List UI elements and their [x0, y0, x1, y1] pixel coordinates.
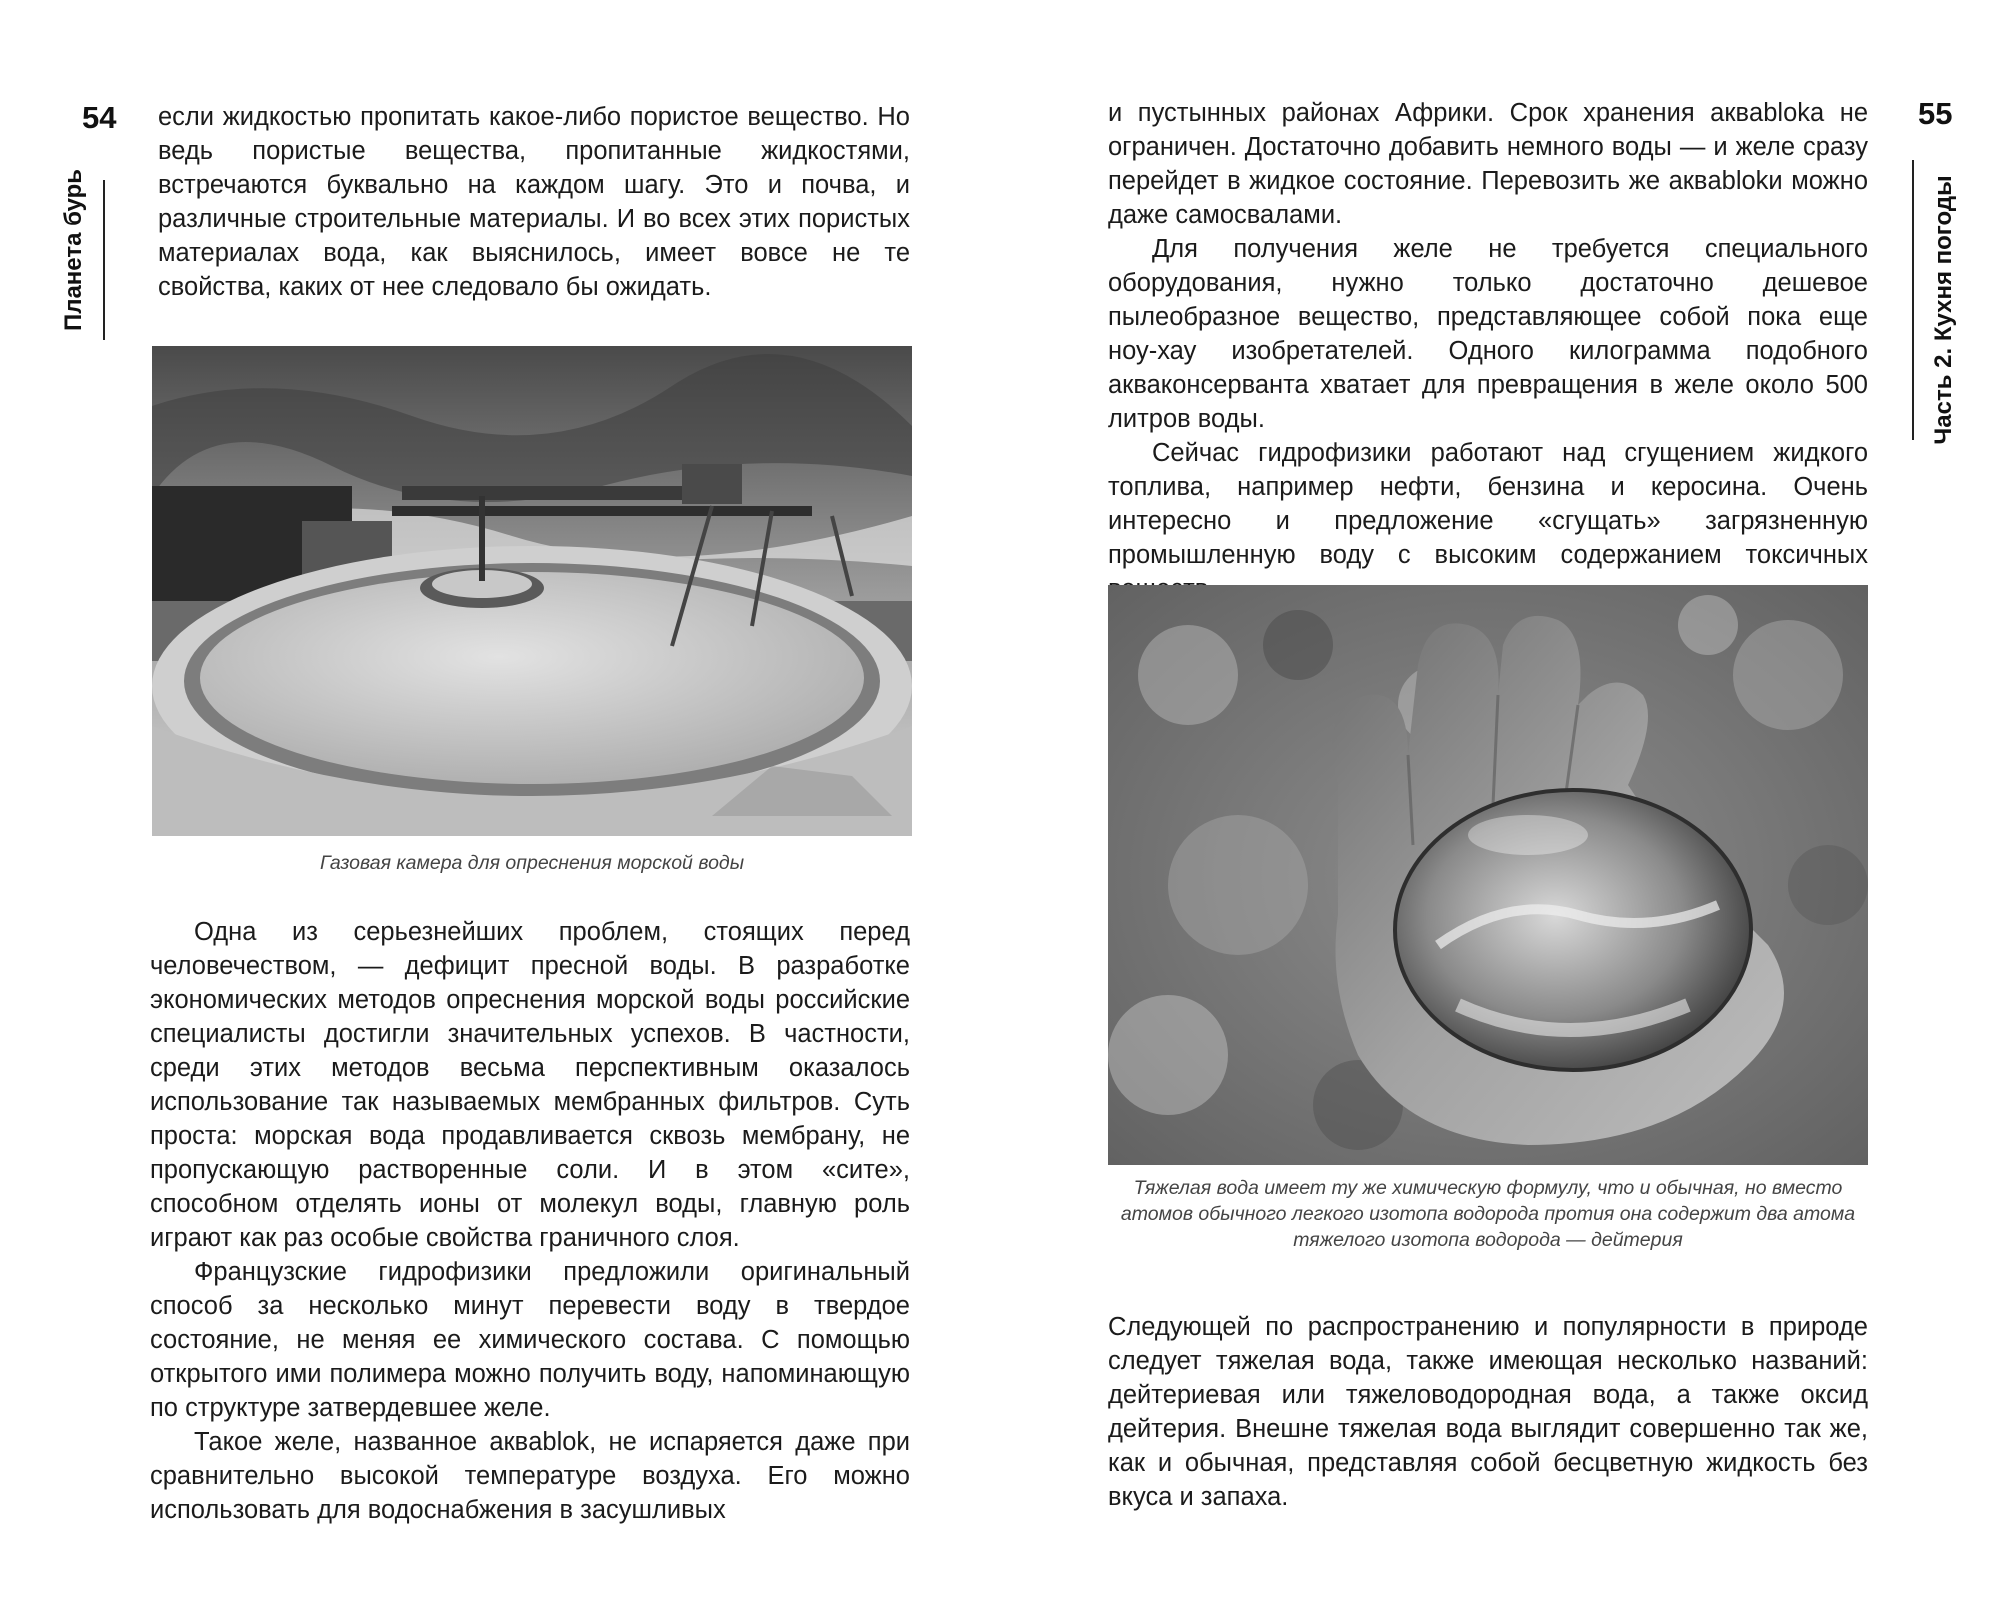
page-number: 54: [82, 100, 117, 135]
text-block-bottom: [150, 915, 910, 1527]
paragraph: Для получения желе не требуется специального оборудования, нужно только достаточно дешевое пылеобразное вещество, представляющее собой пока еще ноу-хау изобретателей. Одного килограмма подобного акваконсерванта хватает для превращения в желе около 500 литров воды.: [1108, 235, 1868, 433]
photo-settling-tank: [152, 346, 912, 836]
paragraph: Французские гидрофизики предложили оригинальный способ за несколько минут перевести воду в твердое состояние, не меняя ее химического состава. С помощью открытого ими полимера можно получить воду, напоминающую по структуре затвердевшее желе.: [150, 1258, 910, 1422]
text-block-top: [158, 100, 910, 304]
figure-caption: Газовая камера для опреснения морской воды: [319, 852, 745, 874]
running-head-rule: [103, 180, 105, 340]
paragraph: Следующей по распространению и популярности в природе следует тяжелая вода, также имеющая несколько названий: дейтериевая или тяжеловодородная вода, а также оксид дейтерия. Внешне тяжелая вода выглядит совершенно так же, как и обычная, представляя собой бесцветную жидкость без вкуса и запаха.: [1108, 1313, 1868, 1511]
paragraph: если жидкостью пропитать какое-либо пористое вещество. Но ведь пористые вещества, пропитанные жидкостями, встречаются буквально на каждом шагу. Это и почва, и различные строительные материалы. И во всех этих пористых материалах вода, как выяснилось, имеет вовсе не те свойства, каких от нее следовало бы ожидать.: [158, 103, 910, 301]
text-block-bottom: [1108, 1310, 1868, 1514]
running-head: Планета бурь: [60, 168, 87, 332]
paragraph: Такое желе, названное аквablok, не испаряется даже при сравнительно высокой температуре воздуха. Его можно использовать для водоснабжения в засушливых: [150, 1428, 910, 1524]
running-head: Часть 2. Кухня погоды: [1930, 175, 1957, 445]
paragraph: Одна из серьезнейших проблем, стоящих перед человечеством, — дефицит пресной воды. В разработке экономических методов опреснения морской воды российские специалисты достигли значительных успехов. В частности, среди этих методов весьма перспективным оказалось использование так называемых мембранных фильтров. Суть проста: морская вода продавливается сквозь мембрану, не пропускающую растворенные соли. И в этом «сите», способном отделять ионы от молекул воды, главную роль играют как раз особые свойства граничного слоя.: [150, 918, 910, 1252]
figure-caption: Тяжелая вода имеет ту же химическую формулу, что и обычная, но вместо атомов обычного легкого изотопа водорода протия она содержит два атома тяжелого изотопа водорода — дейтерия: [1120, 1177, 1856, 1251]
paragraph: Сейчас гидрофизики работают над сгущением жидкого топлива, например нефти, бензина и керосина. Очень интересно и предложение «сгущать» загрязненную промышленную воду с высоким содержанием токсичных: [1108, 439, 1868, 569]
text-block-top: [1108, 96, 1868, 606]
paragraph: и пустынных районах Африки. Срок хранения аквablokа не ограничен. Достаточно добавить немного воды — и желе сразу перейдет в жидкое состояние. Перевозить же аквablokи можно даже самосвалами.: [1108, 99, 1868, 229]
running-head-rule: [1912, 160, 1914, 440]
photo-hand-holding-water: [1108, 585, 1868, 1165]
right-page: [1000, 0, 2000, 1622]
page-number: 55: [1918, 96, 1953, 131]
